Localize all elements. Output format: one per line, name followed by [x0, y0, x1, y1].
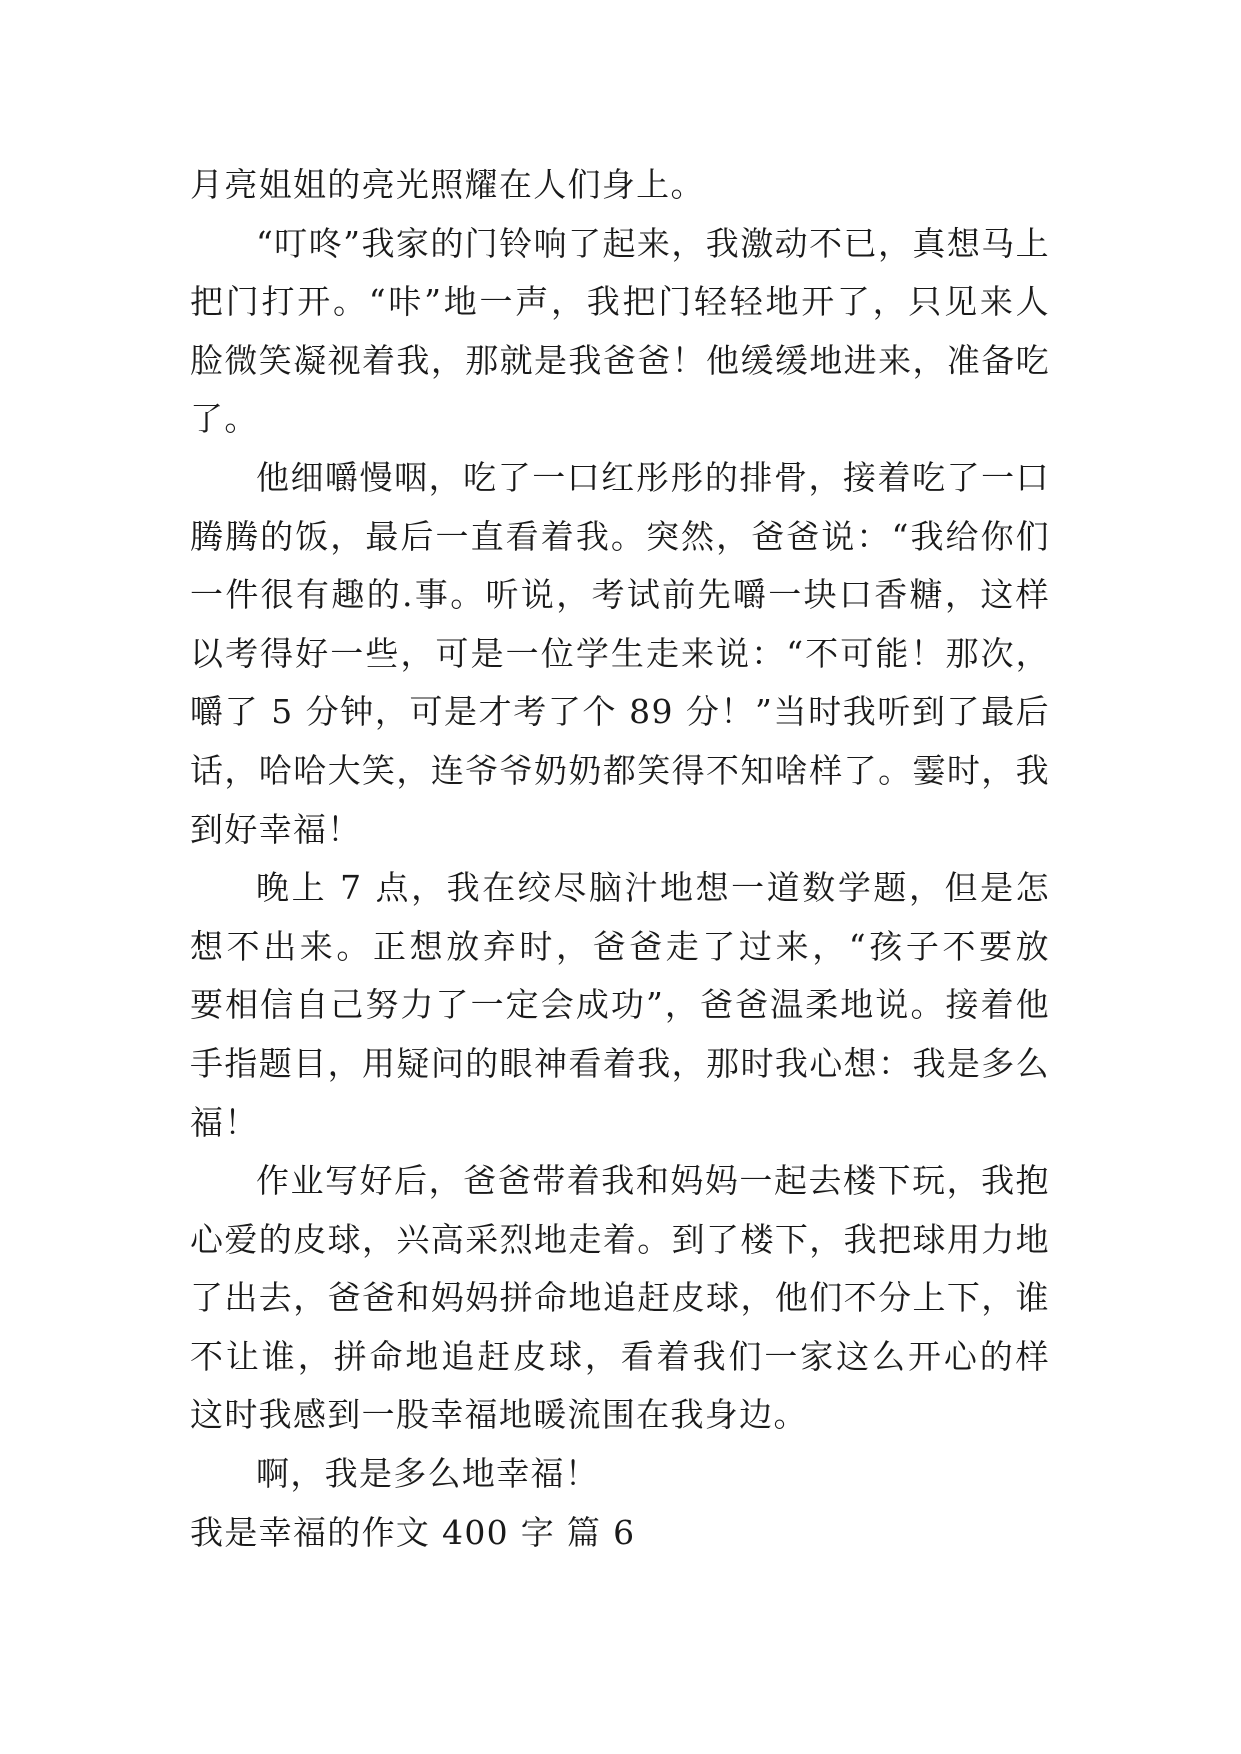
text-line: 嚼了 5 分钟，可是才考了个 89 分！”当时我听到了最后 — [190, 692, 1050, 732]
text-line: 一件很有趣的.事。听说，考试前先嚼一块口香糖，这样 — [190, 575, 1050, 615]
text-line: 了。 — [190, 399, 259, 439]
text-line: 要相信自己努力了一定会成功”，爸爸温柔地说。接着他 — [190, 985, 1050, 1025]
paragraph-start-line: 啊，我是多么地幸福！ — [256, 1454, 600, 1494]
text-line: 福！ — [190, 1102, 259, 1142]
text-line: 把门打开。“咔”地一声，我把门轻轻地开了，只见来人 — [190, 282, 1050, 322]
text-line: 不让谁，拼命地追赶皮球，看着我们一家这么开心的样 — [190, 1336, 1050, 1376]
text-line: 到好幸福！ — [190, 809, 362, 849]
paragraph-start-line: 作业写好后，爸爸带着我和妈妈一起去楼下玩，我抱 — [256, 1161, 1050, 1201]
paragraph-start-line: 晚上 7 点，我在绞尽脑汁地想一道数学题，但是怎 — [256, 868, 1050, 908]
paragraph-start-line: 他细嚼慢咽，吃了一口红彤彤的排骨，接着吃了一口 — [256, 457, 1050, 497]
text-line: 了出去，爸爸和妈妈拼命地追赶皮球，他们不分上下，谁 — [190, 1278, 1050, 1318]
text-line: 以考得好一些，可是一位学生走来说：“不可能！那次， — [190, 633, 1050, 673]
next-essay-title: 我是幸福的作文 400 字 篇 6 — [190, 1512, 636, 1552]
text-line: 这时我感到一股幸福地暖流围在我身边。 — [190, 1395, 808, 1435]
essay-body — [190, 156, 1050, 1562]
paragraph-start-line: “叮咚”我家的门铃响了起来，我激动不已，真想马上 — [256, 223, 1050, 263]
text-line: 月亮姐姐的亮光照耀在人们身上。 — [190, 165, 705, 204]
text-line: 脸微笑凝视着我，那就是我爸爸！他缓缓地进来，准备吃 — [190, 340, 1050, 380]
text-line: 想不出来。正想放弃时，爸爸走了过来，“孩子不要放 — [190, 926, 1050, 966]
text-line: 话，哈哈大笑，连爷爷奶奶都笑得不知啥样了。霎时，我 — [190, 750, 1050, 790]
text-line: 心爱的皮球，兴高采烈地走着。到了楼下，我把球用力地 — [190, 1219, 1050, 1259]
text-line: 腾腾的饭，最后一直看着我。突然，爸爸说：“我给你们 — [190, 516, 1050, 556]
text-line: 手指题目，用疑问的眼神看着我，那时我心想：我是多么 — [190, 1043, 1050, 1083]
